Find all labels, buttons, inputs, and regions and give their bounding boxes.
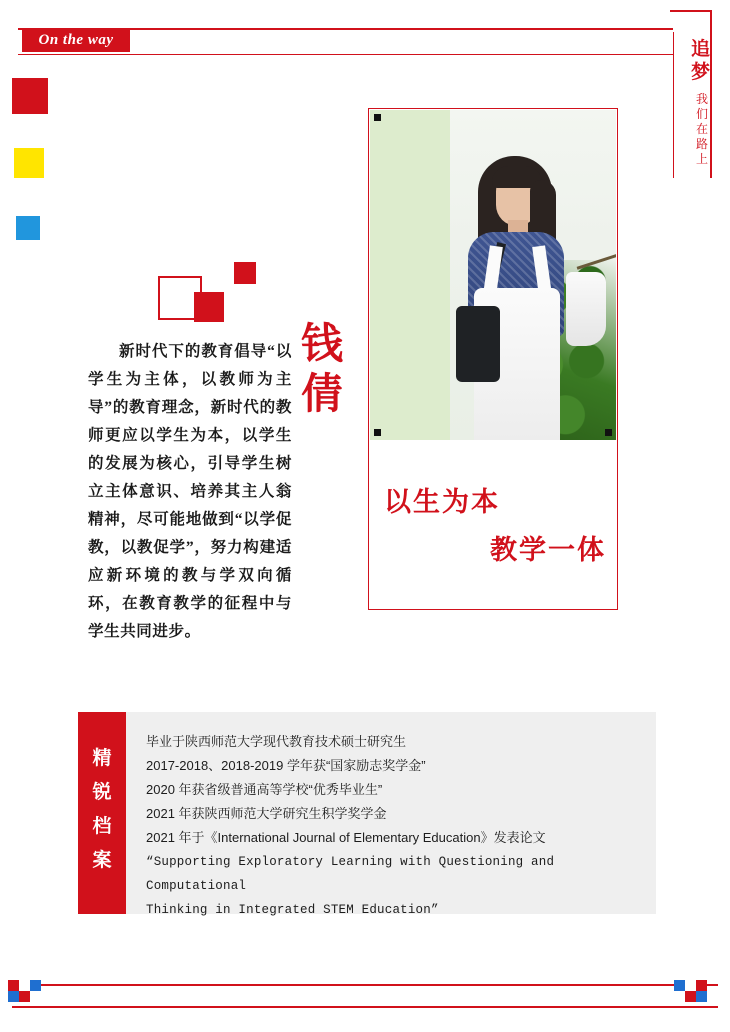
profile-photo bbox=[370, 110, 616, 440]
slogan-line-2: 教学一体 bbox=[490, 535, 606, 565]
footer-rule-bottom bbox=[12, 1006, 718, 1008]
archive-line: 2021 年获陕西师范大学研究生积学奖学金 bbox=[146, 806, 387, 821]
footer-checker-right bbox=[674, 980, 722, 1010]
photo-corner-mark-bottom-left bbox=[374, 429, 381, 436]
corner-frame-inner-rule bbox=[673, 32, 674, 178]
photo-corner-mark-bottom-right bbox=[605, 429, 612, 436]
decor-square-medium bbox=[194, 292, 224, 322]
archive-label bbox=[78, 712, 126, 914]
decor-square-red bbox=[12, 78, 48, 114]
person-name: 钱倩 bbox=[300, 322, 343, 418]
archive-line: 毕业于陕西师范大学现代教育技术硕士研究生 bbox=[146, 734, 407, 749]
photo-shoulder-bag bbox=[456, 306, 500, 382]
archive-line: 2017-2018、2018-2019 学年获“国家励志奖学金” bbox=[146, 758, 426, 773]
profile-paragraph: 新时代下的教育倡导“以学生为主体，以教师为主导”的教育理念，新时代的教师更应以学生为本，以学生的发展为核心，引导学生树立主体意识、培养其主人翁精神，尽可能地做到“以学促教，以教促学”，努力构建适应新环境的教与学双向循环，在教育教学的征程中与学生共同进步。 bbox=[88, 343, 292, 640]
vertical-subtitle: 我们在路上 bbox=[695, 92, 708, 166]
footer-rule-top bbox=[12, 984, 718, 986]
vertical-title: 追梦 bbox=[690, 39, 711, 83]
decor-square-blue bbox=[16, 216, 40, 240]
archive-label-char-3: 档 bbox=[92, 816, 112, 837]
archive-content bbox=[146, 730, 646, 922]
archive-label-char-2: 锐 bbox=[92, 782, 112, 803]
archive-line: 2021 年于《International Journal of Elementary Education》发表论文 bbox=[146, 830, 546, 845]
archive-line: 2020 年获省级普通高等学校“优秀毕业生” bbox=[146, 782, 383, 797]
decor-square-small bbox=[234, 262, 256, 284]
archive-label-char-1: 精 bbox=[92, 748, 112, 769]
archive-paper-title-line-1: “Supporting Exploratory Learning with Questioning and Computational bbox=[146, 855, 555, 893]
decor-square-cluster bbox=[158, 262, 268, 324]
slogan-line-1: 以生为本 bbox=[384, 487, 500, 517]
photo-corner-mark-top-left bbox=[374, 114, 381, 121]
header-tab-on-the-way: On the way bbox=[22, 29, 130, 52]
corner-frame-horizontal-rule bbox=[670, 10, 712, 12]
footer-checker-left bbox=[8, 980, 56, 1010]
photo-cloth bbox=[566, 272, 606, 346]
archive-label-char-4: 案 bbox=[92, 850, 112, 871]
decor-square-yellow bbox=[14, 148, 44, 178]
header-rule-bottom bbox=[18, 54, 673, 55]
archive-paper-title-line-2: Thinking in Integrated STEM Education” bbox=[146, 903, 439, 917]
slogan-block bbox=[384, 478, 606, 574]
